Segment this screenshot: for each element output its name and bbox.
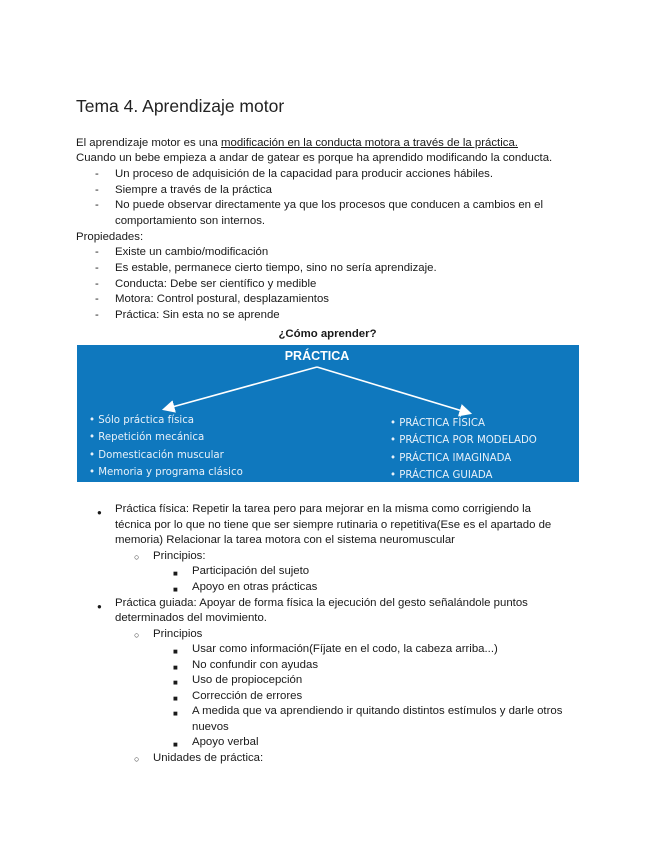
- square-bullet-icon: ■: [173, 740, 178, 749]
- practica-guiada-principio-1: Usar como información(Fíjate en el codo, la cabeza arriba...): [192, 643, 498, 655]
- diagram-title: PRÁCTICA: [284, 349, 350, 363]
- circle-bullet-icon: ○: [134, 552, 140, 562]
- propiedad-item-4: [95, 292, 329, 308]
- practica-guiada-principio-2: No confundir con ayudas: [192, 659, 319, 671]
- disc-bullet-icon: ●: [97, 602, 102, 611]
- dash-marker: -: [95, 262, 99, 274]
- propiedad-item-2: [95, 261, 437, 277]
- diagram-left-item: • Domesticación muscular: [89, 449, 224, 461]
- practica-guiada-principio-3: Uso de propiocepción: [192, 674, 303, 686]
- square-bullet-icon: ■: [173, 694, 178, 703]
- square-bullet-icon: ■: [173, 663, 178, 672]
- circle-bullet-icon: ○: [134, 630, 140, 640]
- definition-item-text: Un proceso de adquisición de la capacidad para producir acciones hábiles.: [115, 168, 494, 180]
- arrow-left: [165, 367, 317, 409]
- practica-guiada-line-1: Práctica guiada: Apoyar de forma física la ejecución del gesto señalándole puntos: [115, 597, 528, 609]
- intro-underlined-definition: modificación en la conducta motora a través de la práctica.: [221, 137, 518, 149]
- diagram-right-item: • PRÁCTICA POR MODELADO: [390, 435, 537, 447]
- diagram-caption: ¿Cómo aprender?: [278, 328, 377, 340]
- practica-guiada-line-2: determinados del movimiento.: [115, 612, 267, 624]
- definition-item-3: [95, 198, 544, 214]
- propiedad-item-5: [95, 308, 280, 324]
- practica-diagram: [77, 345, 579, 482]
- diagram-left-item: • Memoria y programa clásico: [89, 467, 243, 479]
- propiedad-item-text: Práctica: Sin esta no se aprende: [115, 309, 280, 321]
- square-bullet-icon: ■: [173, 678, 178, 687]
- intro-text: El aprendizaje motor es una: [76, 137, 221, 149]
- propiedad-item-text: Existe un cambio/modificación: [115, 246, 269, 258]
- page-title: Tema 4. Aprendizaje motor: [76, 96, 285, 116]
- practica-fisica-line-3: memoria) Relacionar la tarea motora con el sistema neuromuscular: [115, 534, 455, 546]
- definition-item-3-continued: comportamiento son internos.: [115, 215, 266, 227]
- propiedad-item-text: Conducta: Debe ser científico y medible: [115, 278, 317, 290]
- diagram-right-item: • PRÁCTICA FÍSICA: [390, 418, 485, 429]
- disc-bullet-icon: ●: [97, 508, 102, 517]
- diagram-left-item: • Sólo práctica física: [89, 415, 195, 426]
- practica-fisica-principio-1: Participación del sujeto: [192, 565, 310, 577]
- dash-marker: -: [95, 168, 99, 180]
- diagram-right-item: • PRÁCTICA IMAGINADA: [390, 452, 512, 464]
- propiedad-item-1: [95, 245, 269, 261]
- practica-guiada-principios-label: Principios: [153, 628, 203, 640]
- unidades-de-practica-label: Unidades de práctica:: [153, 752, 264, 764]
- dash-marker: -: [95, 278, 99, 290]
- dash-marker: -: [95, 199, 99, 211]
- square-bullet-icon: ■: [173, 585, 178, 594]
- intro-line-1: [76, 136, 518, 152]
- circle-bullet-icon: ○: [134, 754, 140, 764]
- propiedades-label: Propiedades:: [76, 231, 144, 243]
- propiedad-item-text: Es estable, permanece cierto tiempo, sino no sería aprendizaje.: [115, 262, 437, 274]
- dash-marker: -: [95, 246, 99, 258]
- practica-guiada-principio-6: Apoyo verbal: [192, 736, 259, 748]
- square-bullet-icon: ■: [173, 709, 178, 718]
- definition-item-text: Siempre a través de la práctica: [115, 184, 273, 196]
- practica-fisica-principio-2: Apoyo en otras prácticas: [192, 581, 318, 593]
- propiedad-item-3: [95, 277, 317, 293]
- practica-guiada-principio-4: Corrección de errores: [192, 690, 303, 702]
- square-bullet-icon: ■: [173, 569, 178, 578]
- diagram-left-list: [89, 412, 243, 482]
- propiedad-item-text: Motora: Control postural, desplazamientos: [115, 293, 329, 305]
- definition-item-2: [95, 183, 273, 199]
- practica-fisica-line-2: técnica por lo que no tiene que ser siempre rutinaria o repetitiva(Ese es el apartado de: [115, 519, 552, 531]
- diagram-right-list: [390, 415, 537, 485]
- practica-fisica-principios-label: Principios:: [153, 550, 206, 562]
- definition-item-text: No puede observar directamente ya que los procesos que conducen a cambios en el: [115, 199, 544, 211]
- definition-item-1: [95, 167, 494, 183]
- diagram-left-item: • Repetición mecánica: [89, 432, 205, 444]
- intro-line-2: Cuando un bebe empieza a andar de gatear es porque ha aprendido modificando la conducta.: [76, 152, 553, 164]
- practica-fisica-line-1: Práctica física: Repetir la tarea pero para mejorar en la misma como corrigiendo la: [115, 503, 531, 515]
- dash-marker: -: [95, 184, 99, 196]
- practica-guiada-principio-5: A medida que va aprendiendo ir quitando distintos estímulos y darle otros: [192, 705, 563, 717]
- square-bullet-icon: ■: [173, 647, 178, 656]
- dash-marker: -: [95, 293, 99, 305]
- arrow-right: [317, 367, 469, 413]
- diagram-right-item: • PRÁCTICA GUIADA: [390, 470, 493, 482]
- practica-guiada-principio-5-continued: nuevos: [192, 721, 229, 733]
- dash-marker: -: [95, 309, 99, 321]
